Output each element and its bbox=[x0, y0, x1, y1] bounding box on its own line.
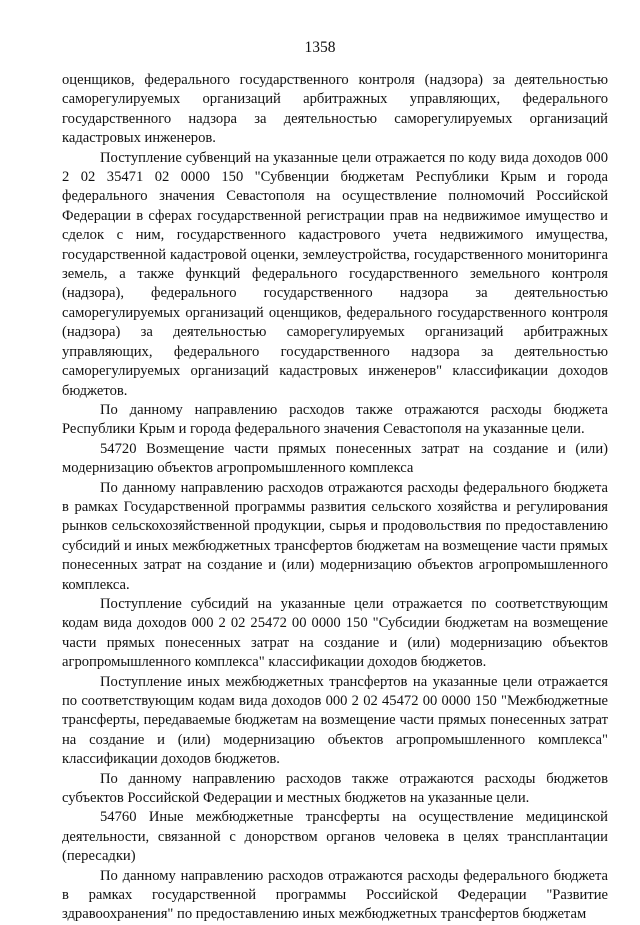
paragraph-3: По данному направлению расходов также отражаются расходы бюджета Республики Крым и города федерального значения Севастополя на указанные цели. bbox=[62, 401, 608, 438]
paragraph-7: Поступление иных межбюджетных трансфертов на указанные цели отражается по соответствующим кодам вида доходов 000 2 02 45472 00 0000 150 "Межбюджетные трансферты, передаваемые бюджетам на возмещение части прямых понесенных затрат на создание и (или) модернизацию объектов агропромышленного комплекса" классификации доходов бюджетов. bbox=[62, 673, 608, 768]
heading-54720: 54720 Возмещение части прямых понесенных затрат на создание и (или) модернизацию объектов агропромышленного комплекса bbox=[62, 440, 608, 477]
paragraph-5: По данному направлению расходов отражаются расходы федерального бюджета в рамках Государственной программы развития сельского хозяйства и регулирования рынков сельскохозяйственной продукции, сырья и продовольствия по предоставлению субсидий и иных межбюджетных трансфертов бюджетам на возмещение части прямых понесенных затрат на создание и (или) модернизацию объектов агропромышленного комплекса. bbox=[62, 479, 608, 593]
paragraph-1: оценщиков, федерального государственного контроля (надзора) за деятельностью саморегулируемых организаций арбитражных управляющих, федерального государственного надзора за деятельностью саморегулируемых организаций кадастровых инженеров. bbox=[62, 72, 608, 147]
paragraph-8: По данному направлению расходов также отражаются расходы бюджетов субъектов Российской Федерации и местных бюджетов на указанные цели. bbox=[62, 770, 608, 807]
paragraph-10: По данному направлению расходов отражаются расходы федерального бюджета в рамках государственной программы Российской Федерации "Развитие здравоохранения" по предоставлению иных межбюджетных трансфертов бюджетам bbox=[62, 867, 608, 923]
paragraph-2: Поступление субвенций на указанные цели отражается по коду вида доходов 000 2 02 35471 02 0000 150 "Субвенции бюджетам Республики Крым и города федерального значения Севастополя на осуществление полномочий Российской Федерации в сферах государственной регистрации прав на недвижимое имущество и сделок с ним, государственного кадастрового учета недвижимого имущества, государственной кадастровой оценки, землеустройства, государственного мониторинга земель, а также функций федерального государственного земельного контроля (надзора), федерального государственного надзора за деятельностью саморегулируемых организаций оценщиков, федерального государственного контроля (надзора) за деятельностью саморегулируемых организаций арбитражных управляющих, федерального государственного надзора за деятельностью саморегулируемых организаций кадастровых инженеров" классификации доходов бюджетов. bbox=[62, 149, 608, 399]
page-number: 1358 bbox=[304, 39, 336, 56]
heading-54760: 54760 Иные межбюджетные трансферты на осуществление медицинской деятельности, связанной с донорством органов человека в целях трансплантации (пересадки) bbox=[62, 809, 608, 865]
document-body bbox=[62, 71, 608, 925]
paragraph-6: Поступление субсидий на указанные цели отражается по соответствующим кодам вида доходов 000 2 02 25472 00 0000 150 "Субсидии бюджетам на возмещение части прямых понесенных затрат на создание и (или) модернизацию объектов агропромышленного комплекса" классификации доходов бюджетов. bbox=[62, 595, 608, 671]
